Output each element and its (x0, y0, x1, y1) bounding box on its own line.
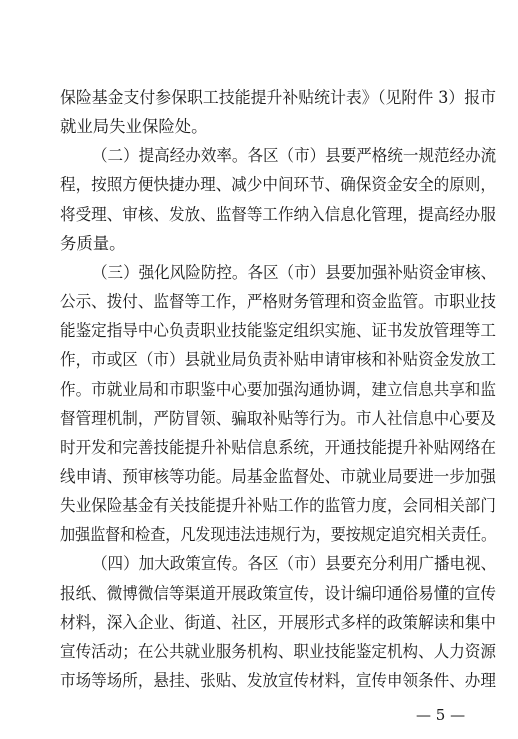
text-line: 报纸、微博微信等渠道开展政策宣传，设计编印通俗易懂的宣传 (60, 584, 496, 603)
text-line: 务质量。 (60, 234, 126, 253)
text-line: 能鉴定指导中心负责职业技能鉴定组织实施、证书发放管理等工 (60, 321, 496, 340)
text-line: 市场等场所，悬挂、张贴、发放宣传材料，宣传申领条件、办理 (60, 671, 496, 690)
text-line: 将受理、审核、发放、监督等工作纳入信息化管理，提高经办服 (60, 205, 496, 224)
text-line: 督管理机制，严防冒领、骗取补贴等行为。市人社信息中心要及 (60, 409, 496, 428)
text-line: 程，按照方便快捷办理、减少中间环节、确保资金安全的原则， (60, 175, 496, 194)
text-line: （二）提高经办效率。各区（市）县要严格统一规范经办流 (92, 146, 497, 165)
text-line: 材料，深入企业、街道、社区，开展形式多样的政策解读和集中 (60, 613, 496, 632)
text-line: 线申请、预审核等功能。局基金监督处、市就业局要进一步加强 (60, 467, 496, 486)
text-line: 时开发和完善技能提升补贴信息系统，开通技能提升补贴网络在 (60, 438, 496, 457)
page-number: — 5 — (416, 706, 466, 724)
text-line: 作，市或区（市）县就业局负责补贴申请审核和补贴资金发放工 (60, 350, 496, 369)
text-line: 保险基金支付参保职工技能提升补贴统计表》（见附件 3）报市 (60, 88, 496, 107)
text-line: （三）强化风险防控。各区（市）县要加强补贴资金审核、 (92, 263, 497, 282)
text-line: 失业保险基金有关技能提升补贴工作的监管力度，会同相关部门 (60, 496, 496, 515)
text-line: （四）加大政策宣传。各区（市）县要充分利用广播电视、 (92, 554, 497, 573)
text-line: 加强监督和检查，凡发现违法违规行为，要按规定追究相关责任。 (60, 525, 496, 544)
text-line: 宣传活动；在公共就业服务机构、职业技能鉴定机构、人力资源 (60, 642, 496, 661)
text-line: 作。市就业局和市职鉴中心要加强沟通协调，建立信息共享和监 (60, 380, 496, 399)
text-line: 公示、拨付、监督等工作，严格财务管理和资金监管。市职业技 (60, 292, 496, 311)
text-line: 就业局失业保险处。 (60, 117, 208, 136)
